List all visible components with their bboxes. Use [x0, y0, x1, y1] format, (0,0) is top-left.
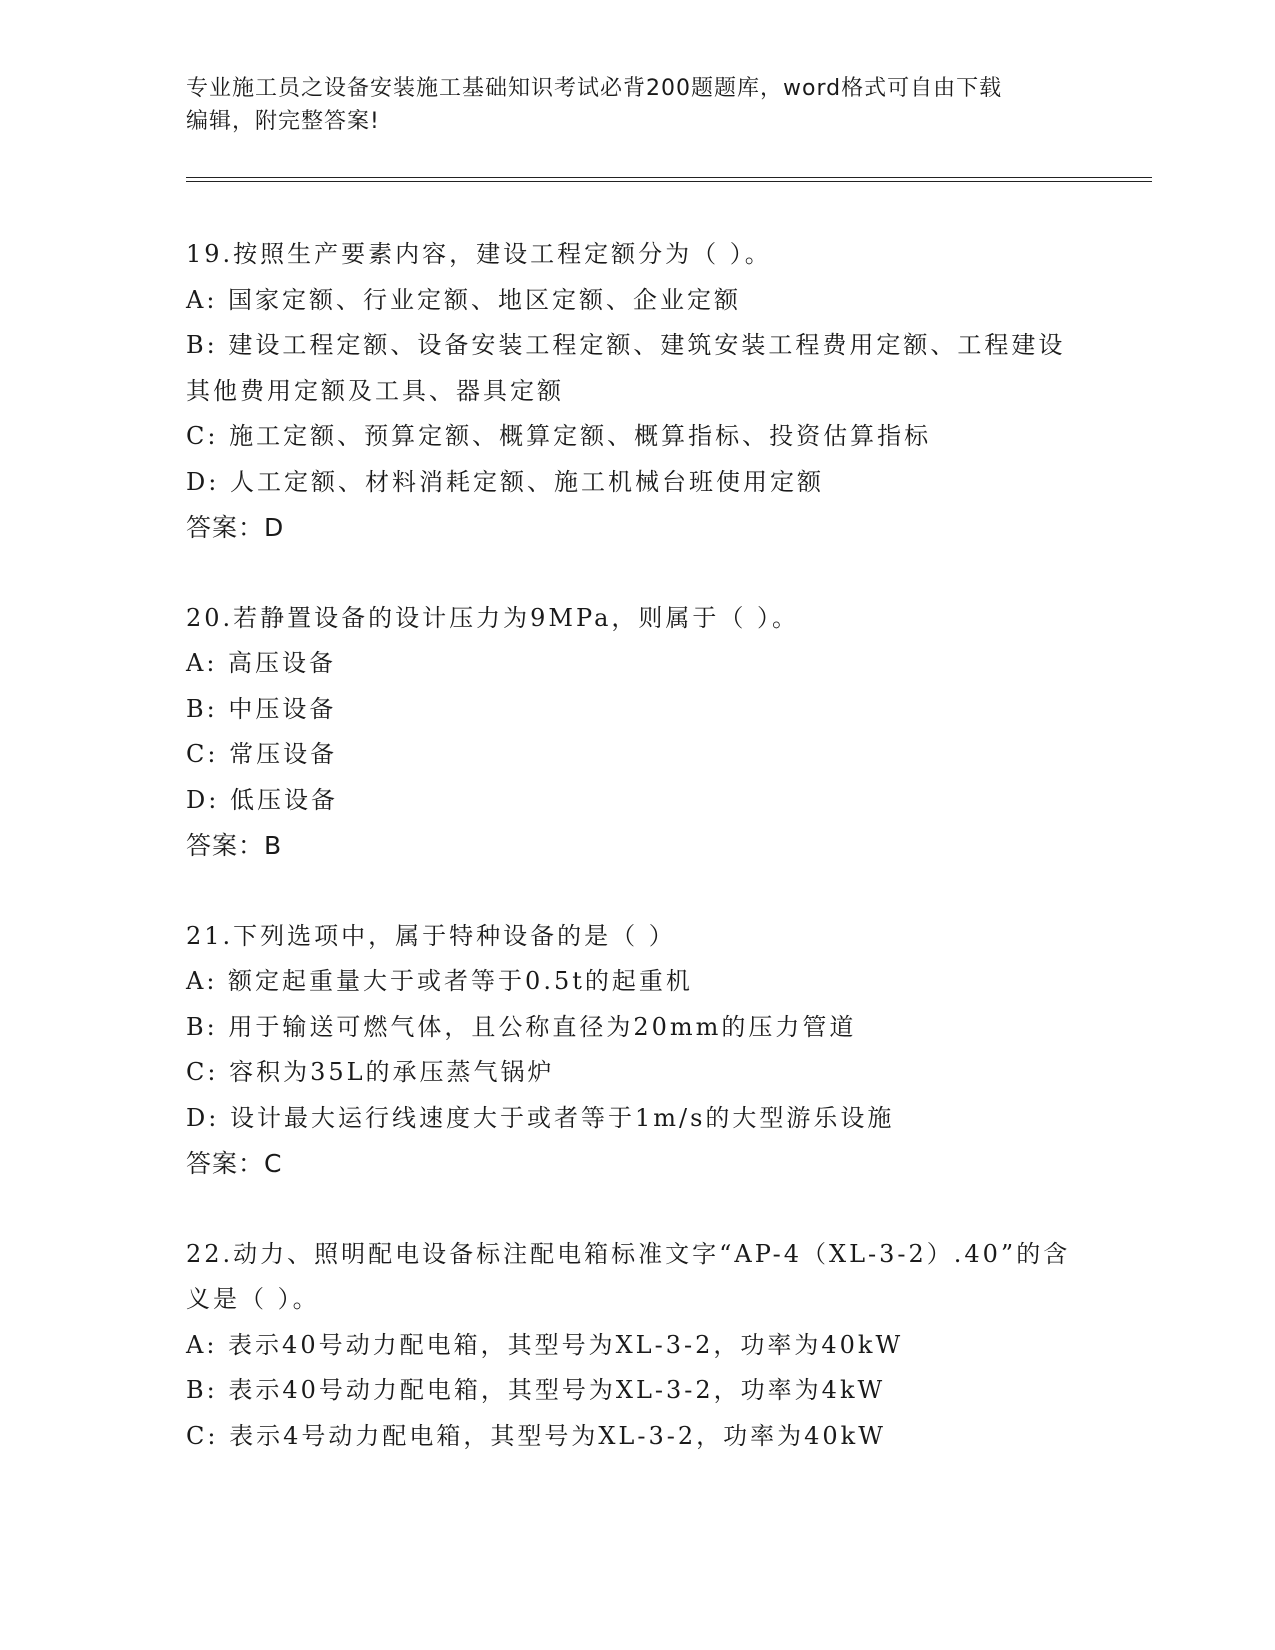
option-c: C: 容积为35L的承压蒸气锅炉: [186, 1058, 555, 1086]
question-list: [186, 232, 1086, 1504]
option-c: C: 施工定额、预算定额、概算定额、概算指标、投资估算指标: [186, 422, 932, 450]
option-b: B: 中压设备: [186, 694, 337, 723]
option-d: D: 设计最大运行线速度大于或者等于1m/s的大型游乐设施: [186, 1103, 895, 1132]
question-20: [186, 596, 1086, 869]
option-a: A: 国家定额、行业定额、地区定额、企业定额: [186, 285, 742, 314]
question-22: [186, 1232, 1086, 1460]
option-a: A: 高压设备: [186, 649, 337, 677]
question-21: [186, 914, 1086, 1187]
option-d: D: 人工定额、材料消耗定额、施工机械台班使用定额: [186, 467, 824, 496]
answer-label: 答案：B: [186, 831, 283, 860]
option-c: C: 常压设备: [186, 740, 338, 768]
question-stem: 19.按照生产要素内容，建设工程定额分为（ ）。: [186, 240, 772, 268]
header-title-line-2: 编辑，附完整答案!: [186, 109, 380, 134]
option-b: B: 表示40号动力配电箱，其型号为XL-3-2，功率为4kW: [186, 1376, 886, 1404]
option-b: B: 用于输送可燃气体，且公称直径为20mm的压力管道: [186, 1012, 857, 1041]
option-d: D: 低压设备: [186, 785, 338, 814]
header-title-line-1: 专业施工员之设备安装施工基础知识考试必背200题题库，word格式可自由下载: [186, 76, 1003, 101]
question-19: [186, 232, 1086, 551]
question-stem: 22.动力、照明配电设备标注配电箱标准文字“AP-4（XL-3-2）.40”的含义是（ ）。: [186, 1239, 1071, 1313]
header-divider-top: [186, 177, 1152, 178]
header-divider-bottom: [186, 181, 1152, 182]
question-stem: 20.若静置设备的设计压力为9MPa，则属于（ ）。: [186, 603, 800, 632]
option-a: A: 表示40号动力配电箱，其型号为XL-3-2，功率为40kW: [186, 1330, 904, 1359]
option-c: C: 表示4号动力配电箱，其型号为XL-3-2，功率为40kW: [186, 1421, 886, 1450]
answer-label: 答案：C: [186, 1149, 283, 1178]
option-a: A: 额定起重量大于或者等于0.5t的起重机: [186, 967, 693, 995]
document-header: [186, 72, 1086, 138]
answer-label: 答案：D: [186, 513, 285, 542]
question-stem: 21.下列选项中，属于特种设备的是（ ）: [186, 921, 676, 950]
option-b: B: 建设工程定额、设备安装工程定额、建筑安装工程费用定额、工程建设其他费用定额及工具、器具定额: [186, 331, 1066, 405]
